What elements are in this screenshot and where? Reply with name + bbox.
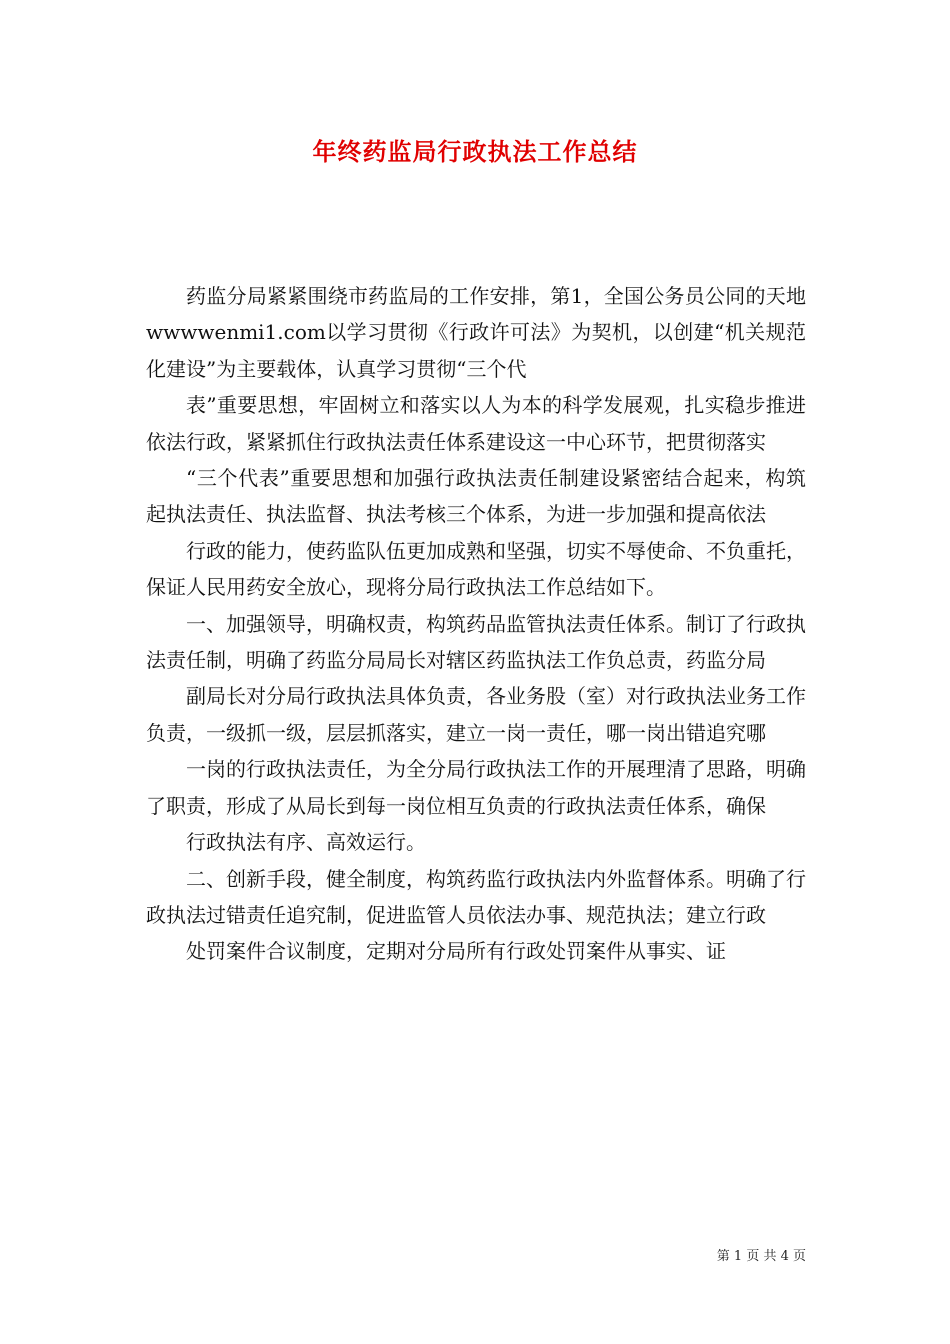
paragraph: 表”重要思想，牢固树立和落实以人为本的科学发展观，扎实稳步推进依法行政，紧紧抓住行政执法责任体系建设这一中心环节，把贯彻落实 — [146, 393, 806, 454]
paragraph: 一岗的行政执法责任，为全分局行政执法工作的开展理清了思路，明确了职责，形成了从局长到每一岗位相互负责的行政执法责任体系，确保 — [146, 757, 806, 818]
page-title: 年终药监局行政执法工作总结 — [312, 137, 638, 166]
paragraph: 处罚案件合议制度，定期对分局所有行政处罚案件从事实、证 — [186, 939, 726, 964]
paragraph: 副局长对分局行政执法具体负责，各业务股（室）对行政执法业务工作负责，一级抓一级，层层抓落实，建立一岗一责任，哪一岗出错追究哪 — [146, 684, 806, 745]
paragraph: “三个代表”重要思想和加强行政执法责任制建设紧密结合起来，构筑起执法责任、执法监督、执法考核三个体系，为进一步加强和提高依法 — [146, 466, 806, 527]
paragraph: 二、创新手段，健全制度，构筑药监行政执法内外监督体系。明确了行政执法过错责任追究制，促进监管人员依法办事、规范执法；建立行政 — [146, 866, 806, 927]
page-number-footer: 第 1 页 共 4 页 — [716, 1249, 806, 1264]
paragraph: 行政执法有序、高效运行。 — [186, 830, 426, 855]
paragraph: 药监分局紧紧围绕市药监局的工作安排，第1，全国公务员公同的天地wwwwenmi1.com以学习贯彻《行政许可法》为契机，以创建“机关规范化建设”为主要载体，认真学习贯彻“三个代 — [146, 284, 806, 381]
document-body — [146, 278, 806, 970]
paragraph: 行政的能力，使药监队伍更加成熟和坚强，切实不辱使命、不负重托，保证人民用药安全放心，现将分局行政执法工作总结如下。 — [146, 538, 806, 600]
paragraph: 一、加强领导，明确权责，构筑药品监管执法责任体系。制订了行政执法责任制，明确了药监分局局长对辖区药监执法工作负总责，药监分局 — [146, 611, 806, 673]
